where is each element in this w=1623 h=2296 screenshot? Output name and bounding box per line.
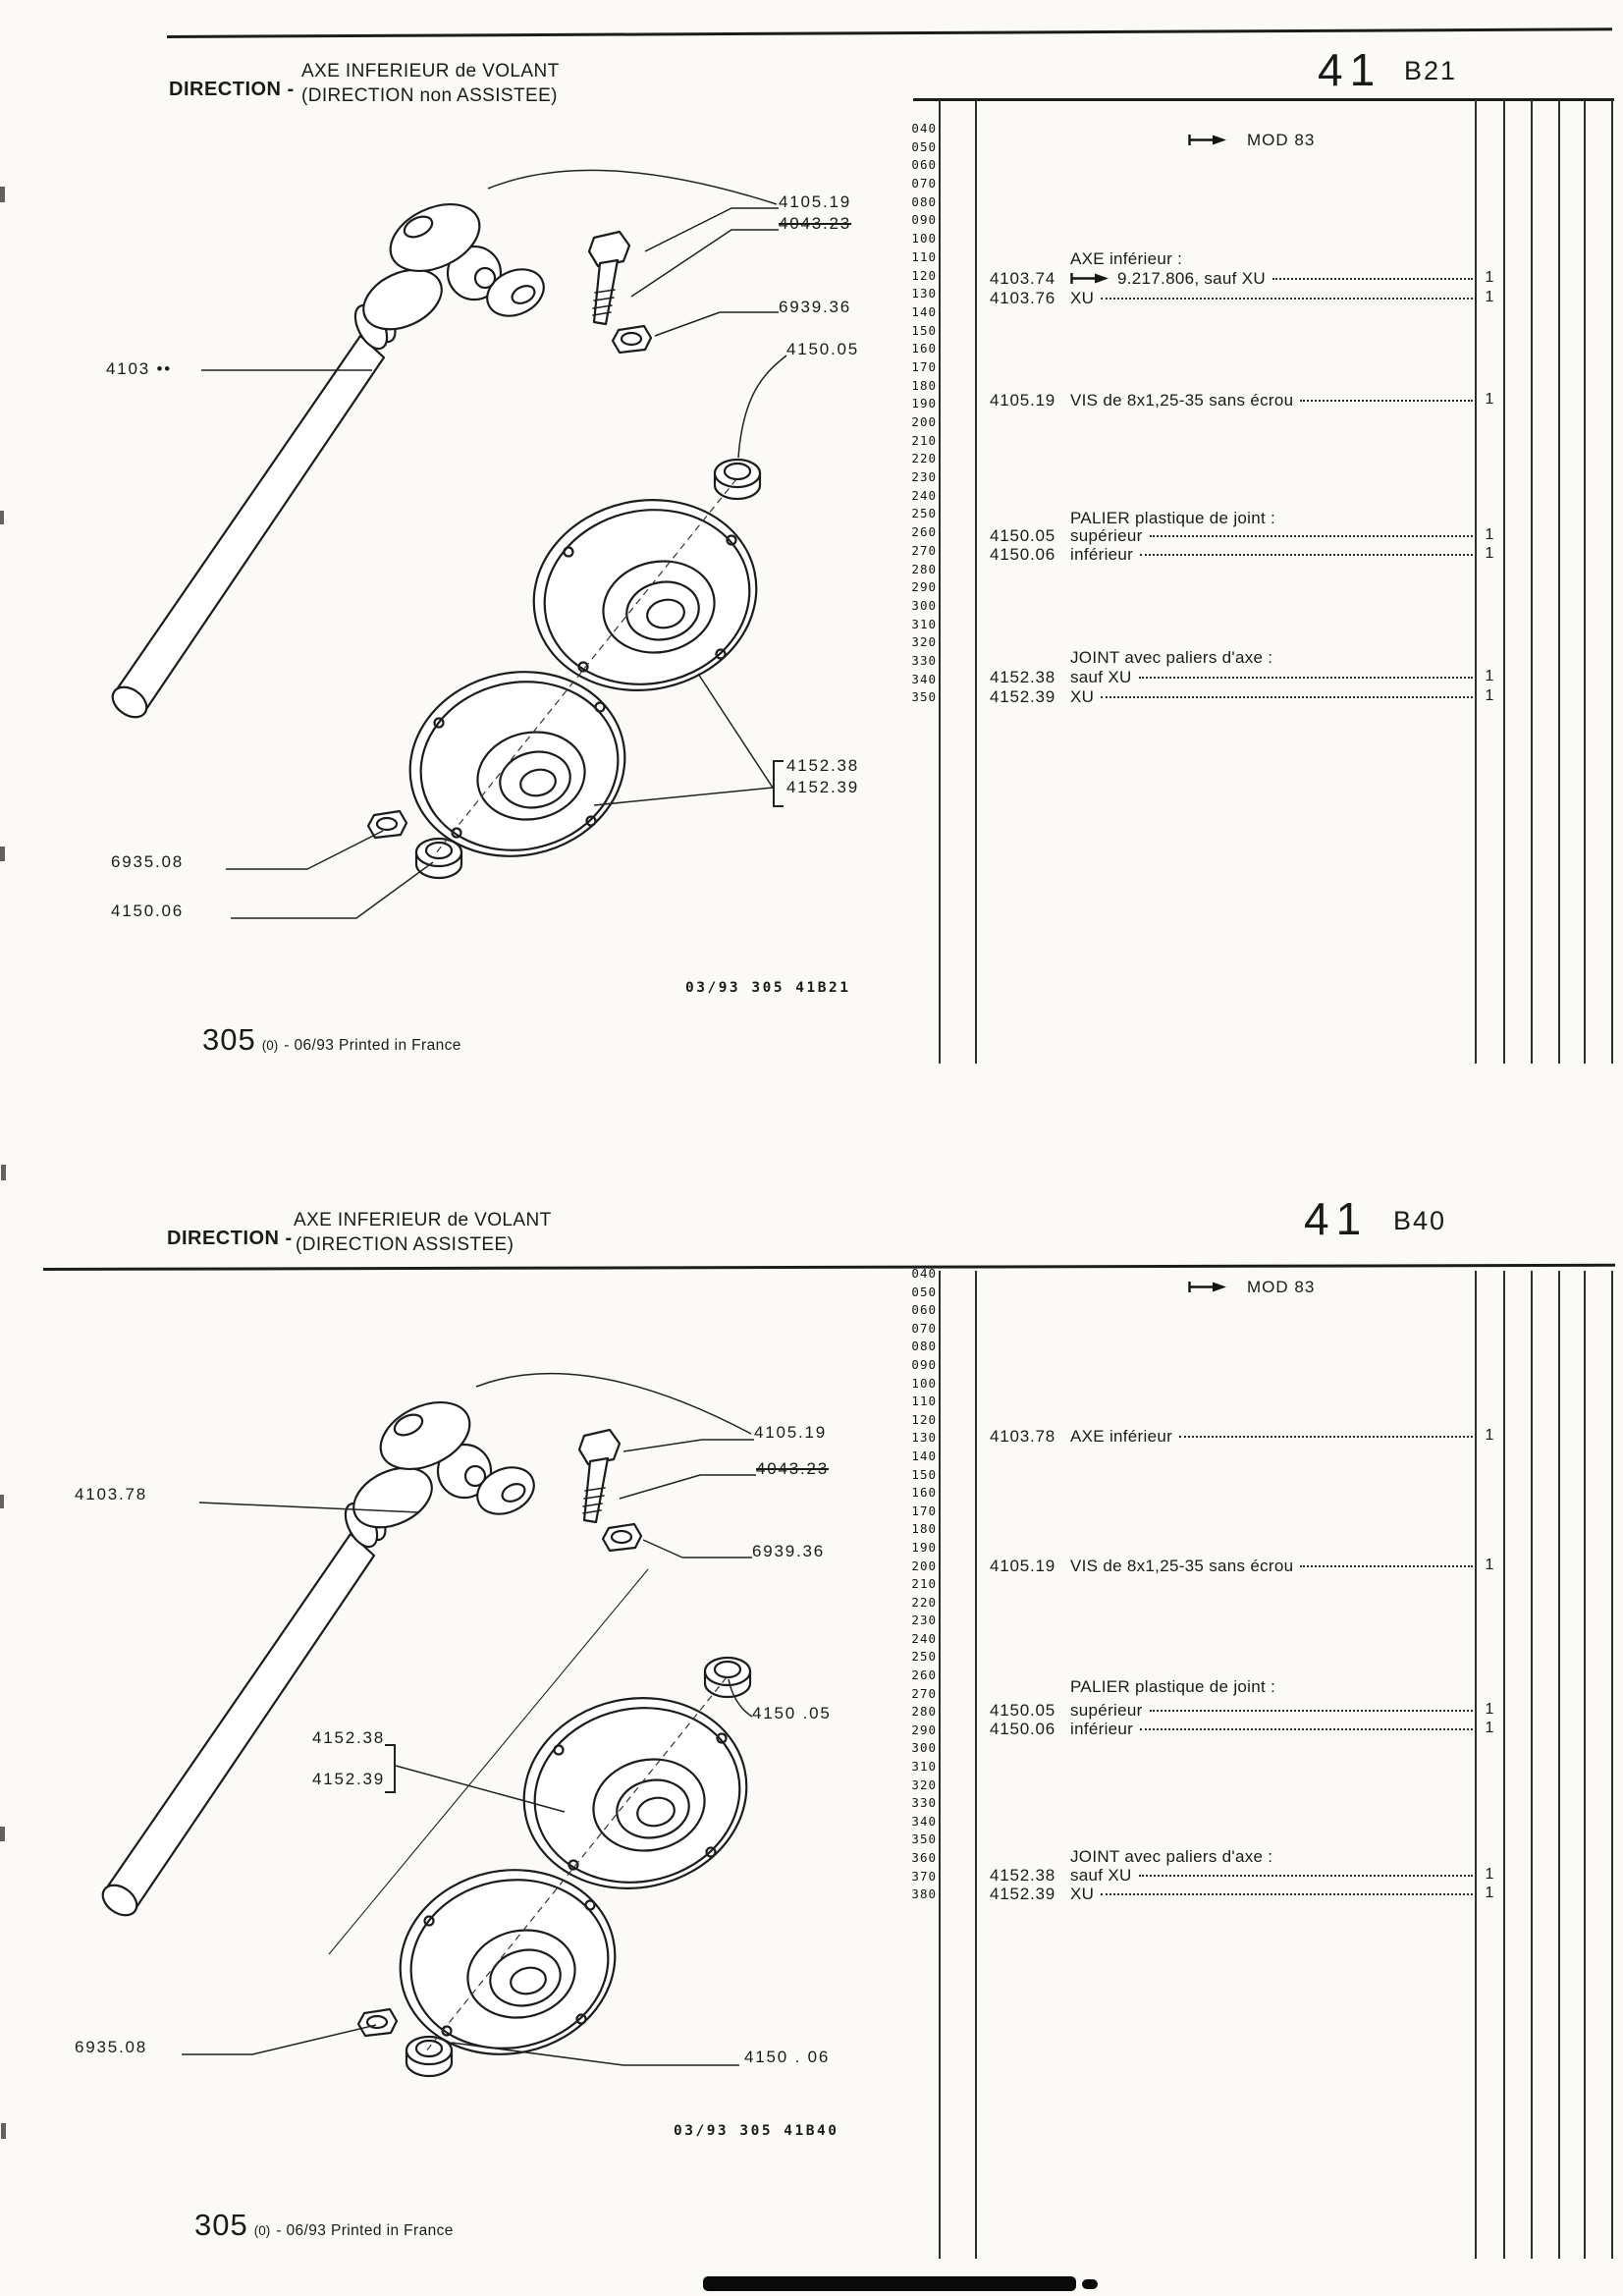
operation-number: 220 [911, 1594, 937, 1610]
dotted-leader [1150, 1710, 1473, 1712]
scan-smudge [703, 2276, 1076, 2291]
dotted-leader [1140, 554, 1473, 556]
part-qty: 1 [1485, 526, 1494, 543]
table-line [1475, 1271, 1477, 2259]
table-line [939, 1271, 941, 2259]
dotted-leader [1300, 400, 1473, 402]
part-qty: 1 [1485, 545, 1494, 562]
part-ref: 4103.74 [990, 269, 1056, 288]
operation-number: 110 [911, 248, 937, 264]
scan-smudge [1082, 2279, 1098, 2289]
table-line [1584, 99, 1586, 1064]
callout-nut: 6939.36 [779, 298, 852, 316]
table-line [1531, 99, 1533, 1064]
dotted-leader [1101, 696, 1473, 698]
parts-row [990, 289, 1473, 309]
operation-number: 060 [911, 1302, 937, 1318]
part-label: VIS de 8x1,25-35 sans écrou [1070, 391, 1294, 410]
operation-number: 220 [911, 451, 937, 466]
supersession-arrow-icon [1188, 132, 1227, 151]
operation-number: 210 [911, 432, 937, 448]
parts-row [990, 1701, 1473, 1722]
parts-group-header: JOINT avec paliers d'axe : [1070, 1847, 1273, 1866]
parts-row [990, 269, 1473, 290]
dotted-leader [1179, 1436, 1473, 1438]
parts-group-header: PALIER plastique de joint : [1070, 509, 1276, 527]
operation-number: 350 [911, 1831, 937, 1847]
print-footer [202, 1022, 461, 1058]
table-line [939, 99, 941, 1064]
sheet-code: B40 [1393, 1206, 1447, 1235]
operation-number: 330 [911, 652, 937, 668]
operation-number: 160 [911, 1485, 937, 1501]
model-number: 305 [202, 1022, 256, 1057]
table-line [1503, 99, 1505, 1064]
operation-number: 070 [911, 1320, 937, 1336]
operation-number: 170 [911, 1503, 937, 1518]
part-label: XU [1070, 289, 1095, 307]
dotted-leader [1139, 1875, 1473, 1877]
operation-number: 100 [911, 231, 937, 246]
operation-number: 250 [911, 506, 937, 521]
part-ref: 4152.39 [990, 1885, 1056, 1903]
callout-joint-variant-2: 4152.39 [312, 1770, 386, 1788]
parts-row [990, 1720, 1473, 1740]
scan-noise [0, 187, 5, 202]
print-note: - 06/93 Printed in France [276, 2222, 454, 2239]
operation-number: 090 [911, 212, 937, 228]
operation-number: 340 [911, 671, 937, 686]
part-qty: 1 [1485, 1885, 1494, 1901]
part-qty: 1 [1485, 391, 1494, 408]
operation-number: 150 [911, 322, 937, 338]
part-ref: 4105.19 [990, 391, 1056, 410]
callout-bearing-upper: 4150 .05 [752, 1704, 832, 1722]
callout-joint-variant-1: 4152.38 [786, 756, 860, 775]
mod-note [1188, 131, 1315, 150]
operation-number: 180 [911, 1521, 937, 1537]
parts-group-header: JOINT avec paliers d'axe : [1070, 648, 1273, 667]
scan-noise [0, 1827, 5, 1841]
dotted-leader [1101, 1893, 1473, 1895]
operation-number: 070 [911, 176, 937, 191]
table-line [1503, 1271, 1505, 2259]
parts-row [990, 526, 1473, 547]
callout-bolt-superseded: 4043.23 [756, 1459, 830, 1478]
sheet-number: 41 [1304, 1193, 1369, 1244]
part-ref: 4150.06 [990, 1720, 1056, 1738]
parts-row [990, 1557, 1473, 1577]
callout-bearing-lower: 4150 . 06 [744, 2048, 831, 2066]
callout-bearing-lower: 4150.06 [111, 902, 185, 920]
operation-number: 140 [911, 1448, 937, 1463]
part-qty: 1 [1485, 1866, 1494, 1883]
parts-row [990, 545, 1473, 566]
table-line [1531, 1271, 1533, 2259]
supersession-arrow-icon [1188, 1279, 1227, 1298]
operation-number: 040 [911, 1266, 937, 1281]
operation-number: 190 [911, 1539, 937, 1555]
variant-bracket [773, 760, 784, 807]
callout-shaft: 4103.78 [75, 1485, 148, 1503]
part-label: sauf XU [1070, 668, 1132, 686]
page-subtitle: (DIRECTION ASSISTEE) [296, 1234, 514, 1255]
part-ref: 4150.05 [990, 526, 1056, 545]
operation-number: 080 [911, 1339, 937, 1354]
part-ref: 4150.05 [990, 1701, 1056, 1720]
plate-caption: 03/93 305 41B40 [674, 2123, 839, 2139]
operation-number: 050 [911, 1284, 937, 1299]
page-subtitle: (DIRECTION non ASSISTEE) [301, 85, 558, 106]
header-rule [43, 1264, 1615, 1271]
parts-group-header: AXE inférieur : [1070, 249, 1183, 268]
operation-number: 300 [911, 597, 937, 613]
operation-number: 350 [911, 689, 937, 705]
mod-note-label: MOD 83 [1247, 1278, 1316, 1296]
operation-number: 130 [911, 1430, 937, 1446]
table-line [975, 99, 977, 1064]
scan-noise [0, 847, 5, 861]
operation-number: 320 [911, 634, 937, 650]
print-note: - 06/93 Printed in France [284, 1037, 461, 1054]
callout-nut: 6939.36 [752, 1542, 826, 1560]
part-qty: 1 [1485, 289, 1494, 305]
operation-number: 270 [911, 542, 937, 558]
part-ref: 4152.38 [990, 668, 1056, 686]
operation-number: 320 [911, 1777, 937, 1792]
callout-lock-nut: 6935.08 [111, 852, 185, 871]
scan-noise [0, 511, 4, 524]
part-qty: 1 [1485, 1557, 1494, 1573]
operation-number: 200 [911, 1558, 937, 1573]
sheet-number: 41 [1318, 44, 1382, 95]
operation-number: 280 [911, 561, 937, 576]
parts-row [990, 1866, 1473, 1886]
dotted-leader [1140, 1728, 1473, 1730]
header-rule [167, 27, 1612, 38]
operation-number: 240 [911, 487, 937, 503]
mod-note [1188, 1278, 1315, 1297]
table-line [1475, 99, 1477, 1064]
operation-number: 240 [911, 1630, 937, 1646]
parts-row [990, 668, 1473, 688]
parts-row [990, 687, 1473, 708]
dotted-leader [1139, 677, 1473, 679]
operation-number: 120 [911, 1411, 937, 1427]
part-label: XU [1070, 1885, 1095, 1903]
table-line [1611, 99, 1613, 1064]
operation-number: 210 [911, 1576, 937, 1592]
parts-group-header: PALIER plastique de joint : [1070, 1677, 1276, 1696]
part-label: inférieur [1070, 1720, 1134, 1738]
part-label: XU [1070, 687, 1095, 706]
callout-lock-nut: 6935.08 [75, 2038, 148, 2056]
scan-noise [0, 1495, 4, 1508]
operation-number-column [899, 1265, 937, 1904]
table-top-border [913, 98, 1614, 101]
part-ref: 4150.06 [990, 545, 1056, 564]
operation-number: 270 [911, 1685, 937, 1701]
callout-bolt-superseded: 4043.23 [779, 214, 852, 233]
operation-number: 170 [911, 358, 937, 374]
operation-number: 090 [911, 1356, 937, 1372]
part-qty: 1 [1485, 1427, 1494, 1444]
part-ref: 4152.39 [990, 687, 1056, 706]
operation-number: 310 [911, 1759, 937, 1775]
part-label: inférieur [1070, 545, 1134, 564]
operation-number: 260 [911, 1667, 937, 1683]
operation-number: 340 [911, 1813, 937, 1829]
part-label: supérieur [1070, 526, 1143, 545]
operation-number: 080 [911, 193, 937, 209]
variant-bracket [385, 1744, 396, 1793]
dotted-leader [1272, 278, 1473, 280]
callout-shaft: 4103 •• [106, 359, 173, 378]
part-qty: 1 [1485, 668, 1494, 684]
part-ref: 4105.19 [990, 1557, 1056, 1575]
part-label: sauf XU [1070, 1866, 1132, 1885]
operation-number: 230 [911, 469, 937, 485]
exploded-view-diagram [34, 1326, 800, 2190]
table-line [1558, 99, 1560, 1064]
part-label: supérieur [1070, 1701, 1143, 1720]
part-qty: 1 [1485, 687, 1494, 704]
scan-noise [1, 1165, 6, 1180]
operation-number-column [899, 120, 937, 707]
page-title: AXE INFERIEUR de VOLANT [294, 1210, 552, 1230]
operation-number: 160 [911, 341, 937, 356]
callout-joint-variant-2: 4152.39 [786, 778, 860, 796]
parts-row [990, 391, 1473, 411]
operation-number: 360 [911, 1850, 937, 1865]
operation-number: 130 [911, 286, 937, 301]
table-line [1558, 1271, 1560, 2259]
operation-number: 310 [911, 616, 937, 631]
parts-row [990, 1885, 1473, 1905]
operation-number: 380 [911, 1886, 937, 1902]
operation-number: 060 [911, 157, 937, 173]
plate-caption: 03/93 305 41B21 [685, 980, 851, 996]
operation-number: 120 [911, 267, 937, 283]
callout-bolt: 4105.19 [779, 192, 852, 211]
operation-number: 260 [911, 524, 937, 540]
operation-number: 370 [911, 1868, 937, 1884]
table-line [975, 1271, 977, 2259]
operation-number: 300 [911, 1740, 937, 1756]
callout-bolt: 4105.19 [754, 1423, 828, 1442]
page-title: AXE INFERIEUR de VOLANT [301, 61, 560, 82]
print-footer [194, 2208, 454, 2243]
operation-number: 200 [911, 414, 937, 429]
model-number: 305 [194, 2208, 248, 2242]
dotted-leader [1101, 298, 1473, 300]
dotted-leader [1150, 535, 1473, 537]
operation-number: 280 [911, 1704, 937, 1720]
model-index: (0) [261, 1038, 279, 1053]
dotted-leader [1300, 1565, 1473, 1567]
table-line [1584, 1271, 1586, 2259]
operation-number: 330 [911, 1795, 937, 1811]
section-label: DIRECTION - [169, 79, 295, 100]
part-qty: 1 [1485, 1701, 1494, 1718]
supersession-arrow-icon [1070, 270, 1109, 290]
parts-row [990, 1427, 1473, 1448]
sheet-code: B21 [1404, 56, 1458, 85]
mod-note-label: MOD 83 [1247, 131, 1316, 149]
part-ref: 4103.76 [990, 289, 1056, 307]
operation-number: 040 [911, 121, 937, 136]
operation-number: 140 [911, 303, 937, 319]
model-index: (0) [253, 2223, 271, 2238]
part-label: VIS de 8x1,25-35 sans écrou [1070, 1557, 1294, 1575]
operation-number: 050 [911, 138, 937, 154]
part-ref: 4152.38 [990, 1866, 1056, 1885]
part-qty: 1 [1485, 269, 1494, 286]
callout-bearing-upper: 4150.05 [786, 340, 860, 358]
section-label: DIRECTION - [167, 1228, 293, 1249]
part-ref: 4103.78 [990, 1427, 1056, 1446]
operation-number: 290 [911, 579, 937, 595]
table-line [1611, 1271, 1613, 2259]
operation-number: 230 [911, 1613, 937, 1628]
part-label: 9.217.806, sauf XU [1117, 269, 1266, 288]
operation-number: 190 [911, 396, 937, 411]
operation-number: 250 [911, 1649, 937, 1665]
operation-number: 100 [911, 1375, 937, 1391]
scan-noise [1, 2123, 6, 2139]
operation-number: 110 [911, 1394, 937, 1409]
operation-number: 180 [911, 377, 937, 393]
callout-joint-variant-1: 4152.38 [312, 1728, 386, 1747]
operation-number: 290 [911, 1722, 937, 1737]
part-label: AXE inférieur [1070, 1427, 1173, 1446]
operation-number: 150 [911, 1466, 937, 1482]
part-qty: 1 [1485, 1720, 1494, 1736]
